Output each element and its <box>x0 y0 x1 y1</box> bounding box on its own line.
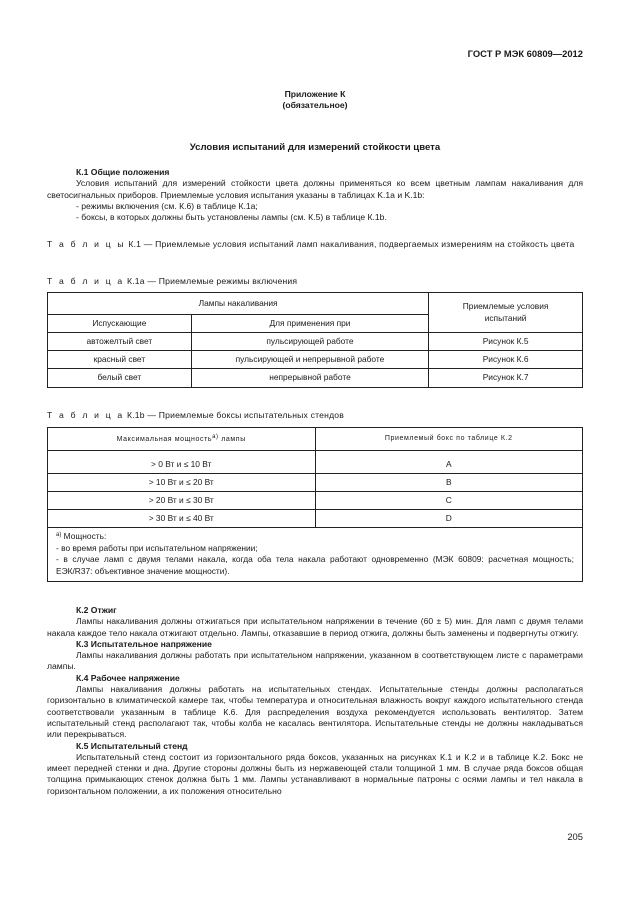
table-cell: > 10 Вт и ≤ 20 Вт <box>48 474 316 492</box>
table-cell: красный свет <box>48 351 192 369</box>
table-k1a-label: Т а б л и ц а <box>47 276 125 286</box>
footnote-mark: а) <box>56 532 62 538</box>
table-k1b <box>47 427 583 528</box>
annex-heading <box>47 89 583 111</box>
table-cell: белый свет <box>48 369 192 388</box>
table-cell: непрерывной работе <box>191 369 428 388</box>
table-cell: > 20 Вт и ≤ 30 Вт <box>48 492 316 510</box>
section-k4-heading: К.4 Рабочее напряжение <box>76 672 180 683</box>
table-k1b-label: Т а б л и ц а <box>47 410 125 420</box>
table-row <box>48 456 583 474</box>
annex-title: Приложение К <box>284 89 346 99</box>
table-cell: Рисунок К.6 <box>429 351 583 369</box>
table-k1a <box>47 292 583 388</box>
table-k1a-text: К.1а — Приемлемые режимы включения <box>127 276 298 286</box>
table-cell: пульсирующей работе <box>191 333 428 351</box>
table-cell: Рисунок К.7 <box>429 369 583 388</box>
annex-status: (обязательное) <box>282 100 348 110</box>
table-cell: Рисунок К.5 <box>429 333 583 351</box>
col-header-emit: Испускающие <box>48 315 192 333</box>
table-k1b-footnote <box>47 527 583 582</box>
table-cell: > 30 Вт и ≤ 40 Вт <box>48 510 316 528</box>
table-cell: B <box>315 474 583 492</box>
table-k1-caption <box>47 239 583 250</box>
col-header-box: Приемлемый бокс по таблице К.2 <box>315 428 583 451</box>
table-cell: пульсирующей и непрерывной работе <box>191 351 428 369</box>
table-k1-text: К.1 — Приемлемые условия испытаний ламп накаливания, подвергаемых измерениям на стойкость цвета <box>128 239 575 249</box>
standard-number: ГОСТ Р МЭК 60809—2012 <box>467 48 583 59</box>
table-row <box>48 492 583 510</box>
table-k1b-text: К.1b — Приемлемые боксы испытательных стендов <box>127 410 345 420</box>
section-k5-paragraph: Испытательный стенд состоит из горизонтального ряда боксов, указанных на рисунках К.1 и К.2 и в таблице К.2. Бокс не имеет передней стенки и дна. Другие стороны должны быть из нержавеющей стали толщиной 1 мм. В случае ряда боксов общая толщина примыкающих стенок должна быть 1 мм. Лампы устанавливают в нормальные патроны с осями лампы и тел накала в горизонтальном положении, а их положения относительно <box>47 751 583 796</box>
section-k2-heading: К.2 Отжиг <box>76 605 117 615</box>
table-cell: A <box>315 456 583 474</box>
table-row <box>48 510 583 528</box>
table-k1-label: Т а б л и ц ы <box>47 239 126 249</box>
col-header-accept: Приемлемые условия испытаний <box>429 293 583 333</box>
footnote-title: Мощность: <box>63 531 107 541</box>
footnote-mark: а) <box>212 434 219 441</box>
table-k1a-caption <box>47 276 583 287</box>
section-k2-paragraph: Лампы накаливания должны отжигаться при испытательном напряжении в течение (60 ± 5) мин. Для ламп с двумя телами накала каждое тело накала отжигают отдельно. Лампы, отказавшие в период отжига, должны быть заменены и подвергнуты отжигу. <box>47 616 583 638</box>
section-k1-item: - режимы включения (см. К.6) в таблице К.1а; <box>76 200 258 211</box>
page-number: 205 <box>567 831 583 842</box>
col-header-power: Максимальная мощностьа) лампы <box>48 428 316 451</box>
table-row <box>48 474 583 492</box>
section-k4-paragraph: Лампы накаливания должны работать на испытательных стендах. Испытательные стенды должны располагаться горизонтально в климатической камере так, чтобы температура и относительная влажность вокруг каждого испытательного стенда соответствовали указанным в таблице К.6. Для распределения воздуха рекомендуется использовать вентилятор. Затем испытательный стенд располагают так, чтобы колба не касалась вентилятора. Испытательные стенды не должны накладываться или перекрываться. <box>47 684 583 740</box>
footnote-line: - в случае ламп с двумя телами накала, когда оба тела накала работают одновременно (МЭК 60809: расчетная мощность; ЕЭК/R37: объективное значение мощности). <box>56 554 574 576</box>
section-k3-paragraph: Лампы накаливания должны работать при испытательном напряжении, указанном в соответствующем листе с параметрами лампы. <box>47 650 583 672</box>
section-k5-heading: К.5 Испытательный стенд <box>76 740 188 751</box>
section-k1-paragraph: Условия испытаний для измерений стойкости цвета должны применяться ко всем цветным лампам накаливания для светосигнальных приборов. Приемлемые условия испытания указаны в таблицах K.1a и K.1b: <box>47 178 583 200</box>
table-row <box>48 333 583 351</box>
section-k1-heading: К.1 Общие положения <box>76 167 170 177</box>
table-row <box>48 369 583 388</box>
col-header-lamps: Лампы накаливания <box>48 293 429 315</box>
section-k1 <box>47 167 583 223</box>
table-cell: > 0 Вт и ≤ 10 Вт <box>48 456 316 474</box>
table-row <box>48 351 583 369</box>
table-cell: C <box>315 492 583 510</box>
footnote-line: - во время работы при испытательном напряжении; <box>56 542 258 553</box>
table-k1b-caption <box>47 410 583 421</box>
section-k3-heading: К.3 Испытательное напряжение <box>76 638 212 649</box>
col-header-use: Для применения при <box>191 315 428 333</box>
section-k2 <box>47 605 583 797</box>
section-k1-item: - боксы, в которых должны быть установлены лампы (см. К.5) в таблице К.1b. <box>76 212 387 223</box>
table-cell: D <box>315 510 583 528</box>
table-cell: автожелтый свет <box>48 333 192 351</box>
main-title: Условия испытаний для измерений стойкости цвета <box>189 142 441 153</box>
